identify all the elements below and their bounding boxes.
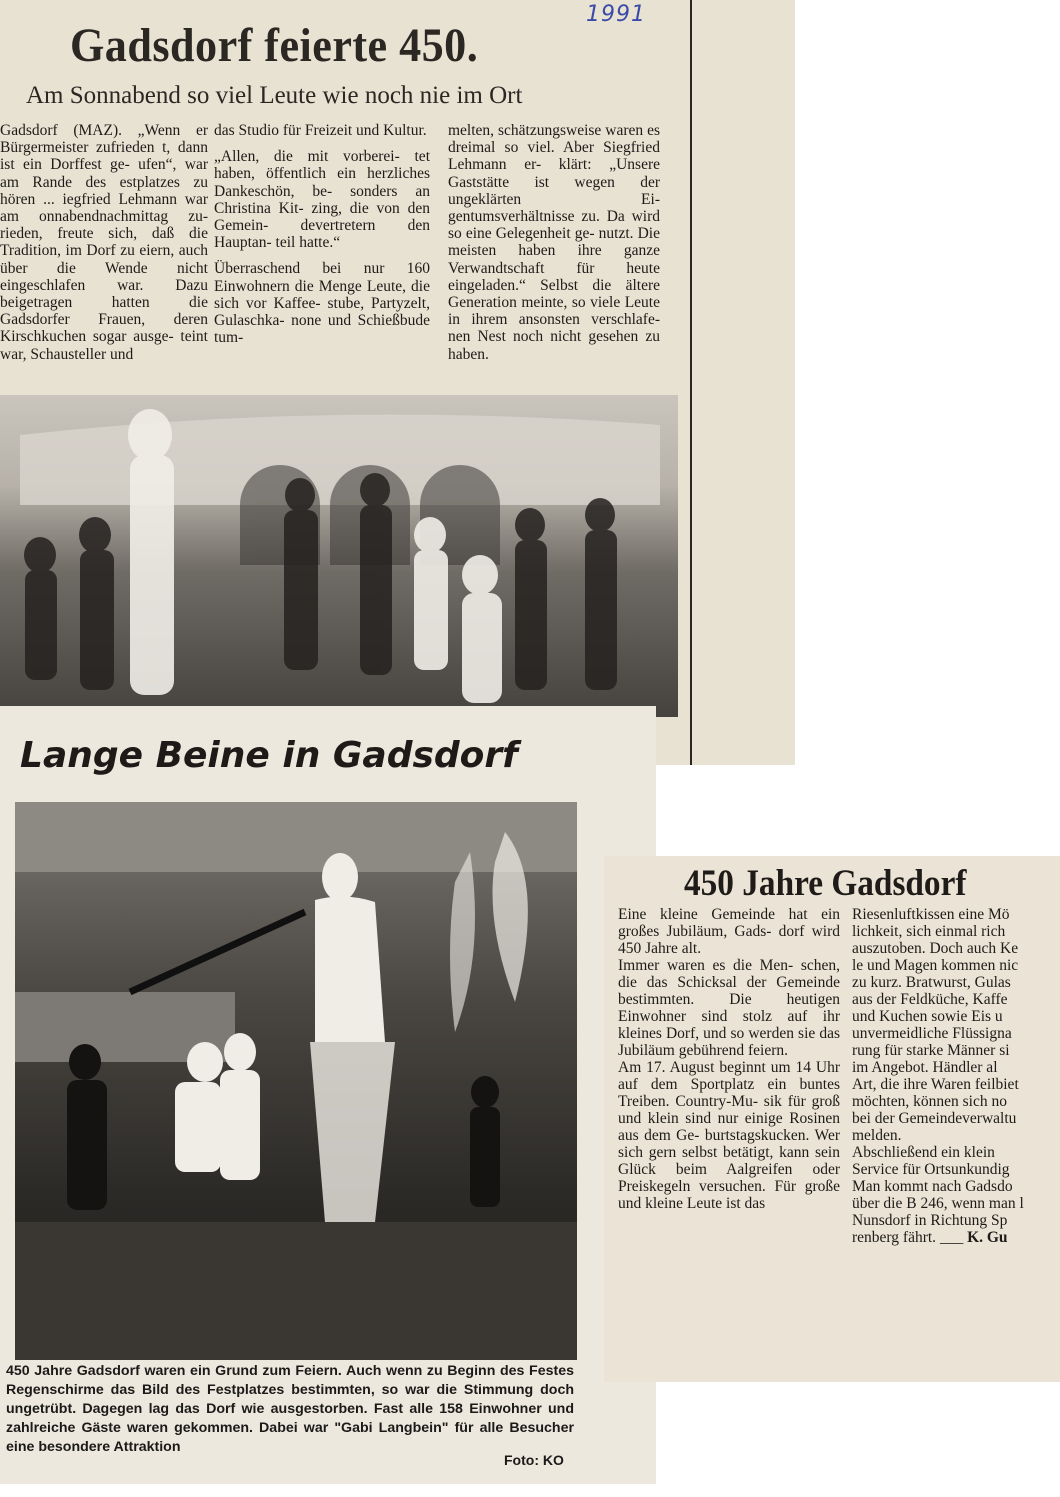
article1-column-2 — [214, 122, 430, 355]
article3-col2-line: melden. — [852, 1127, 902, 1144]
article3-column-1 — [618, 906, 840, 1212]
article1-col3-paragraph: melten, schätzungsweise waren es dreimal so viel. Aber Siegfried Lehmann er- klärt: „Unsere Gaststätte ist wegen der ungeklärten Ei- gentumsverhältnisse zu. Da wird so eine Gelegenheit ge- nutzt. Die meisten haben ihre ganze Verwandtschaft für heute eingeladen.“ Selbst die ältere Generation meinte, so viele Leute in ihrem ansonsten verschlafe- nen Nest noch nicht gesehen zu haben. — [448, 122, 660, 363]
article3-col1-paragraph: Immer waren es die Men- schen, die das Schicksal der Gemeinde bestimmten. Die heutigen Einwohner sind stolz auf ihr kleines Dorf, und so werden sie das Jubiläum gebührend feiern. — [618, 957, 840, 1059]
byline: K. Gu — [967, 1229, 1008, 1246]
article3-col2-line: im Angebot. Händler al — [852, 1059, 998, 1076]
article1-col2-paragraph: „Allen, die mit vorberei- tet haben, öffentlich ein herzliches Dankeschön, be- sonders an Christina Kit- zing, die von den Gemein- devertretern den Hauptan- teil hatte.“ — [214, 148, 430, 252]
article3-col2-line: aus der Feldküche, Kaffe — [852, 991, 1008, 1008]
subheadline-article1: Am Sonnabend so viel Leute wie noch nie im Ort — [26, 82, 523, 109]
article1-column-3 — [448, 122, 660, 372]
headline-article3: 450 Jahre Gadsdorf — [684, 863, 967, 904]
headline-article1: Gadsdorf feierte 450. — [70, 19, 479, 72]
article3-col2-line: Riesenluftkissen eine Mö — [852, 906, 1010, 923]
festival-crowd-photo — [0, 395, 678, 717]
stilt-walker-photo — [15, 802, 577, 1360]
article3-col2-line: Art, die ihre Waren feilbiet — [852, 1076, 1019, 1093]
article3-col2-line: Man kommt nach Gadsdo — [852, 1178, 1013, 1195]
article3-col2-line: Nunsdorf in Richtung Sp — [852, 1212, 1008, 1229]
handwritten-year: 1991 — [586, 2, 646, 27]
article3-col2-line: Abschließend ein klein — [852, 1144, 995, 1161]
article3-col2-line: und Kuchen sowie Eis u — [852, 1008, 1003, 1025]
article3-col2-line: zu kurz. Bratwurst, Gulas — [852, 974, 1011, 991]
article3-column-2 — [852, 906, 1060, 1246]
article1-col2-paragraph: das Studio für Freizeit und Kultur. — [214, 122, 427, 139]
article3-col2-line: unvermeidliche Flüssigna — [852, 1025, 1012, 1042]
article3-col2-line: Service für Ortsunkundig — [852, 1161, 1010, 1178]
article1-col2-paragraph: Überraschend bei nur 160 Einwohnern die Menge Leute, die sich vor Kaffee- stube, Partyzelt, Gulaschka- none und Schießbude tum- — [214, 260, 430, 347]
column-rule — [690, 0, 692, 765]
article3-col1-paragraph: Am 17. August beginnt um 14 Uhr auf dem Sportplatz ein buntes Treiben. Country-Mu- sik für groß und klein sind nur einige Rosinen aus dem Ge- burtstagskucken. Wer sich gern selbst betätigt, kann sein Glück beim Aalgreifen oder Preiskegeln versuchen. Für große und kleine Leute ist das — [618, 1059, 840, 1212]
article1-column-1 — [0, 122, 208, 372]
photo-credit: Foto: KO — [504, 1452, 564, 1468]
photo-caption: 450 Jahre Gadsdorf waren ein Grund zum Feiern. Auch wenn zu Beginn des Festes Regenschirme das Bild des Festplatzes bestimmten, so war die Stimmung doch ungetrübt. Dagegen lag das Dorf wie ausgestorben. Fast alle 158 Einwohner und zahlreiche Gäste waren gekommen. Dabei war "Gabi Langbein" für alle Besucher eine besondere Attraktion — [6, 1363, 574, 1455]
article3-col2-line: bei der Gemeindeverwaltu — [852, 1110, 1017, 1127]
article3-col2-line: rung für starke Männer si — [852, 1042, 1010, 1059]
article3-col2-line: renberg fährt. — [852, 1229, 937, 1246]
article3-col1-paragraph: Eine kleine Gemeinde hat ein großes Jubiläum, Gads- dorf wird 450 Jahre alt. — [618, 906, 840, 957]
article3-col2-line: über die B 246, wenn man l — [852, 1195, 1024, 1212]
article3-col2-line: möchten, können sich no — [852, 1093, 1007, 1110]
article3-col2-last-line: renberg fährt. ___ K. Gu — [852, 1229, 1008, 1246]
article3-col2-line: le und Magen kommen nic — [852, 957, 1019, 974]
headline-article2: Lange Beine in Gadsdorf — [20, 735, 518, 776]
article3-col2-line: auszutoben. Doch auch Ke — [852, 940, 1019, 957]
article1-col1-paragraph: Gadsdorf (MAZ). „Wenn er Bürgermeister zufrieden t, dann ist ein Dorffest ge- ufen“, war am Rande des estplatzes zu hören ... iegfried Lehmann war am onnabendnachmittag zu- rieden, freute sich, daß die Tradition, im Dorf zu eiern, auch über die Wende nicht eingeschlafen war. Dazu beigetragen hatten die Gadsdorfer Frauen, deren Kirschkuchen sogar ausge- teint war, Schausteller und — [0, 122, 208, 363]
article3-col2-line: lichkeit, sich einmal rich — [852, 923, 1006, 940]
